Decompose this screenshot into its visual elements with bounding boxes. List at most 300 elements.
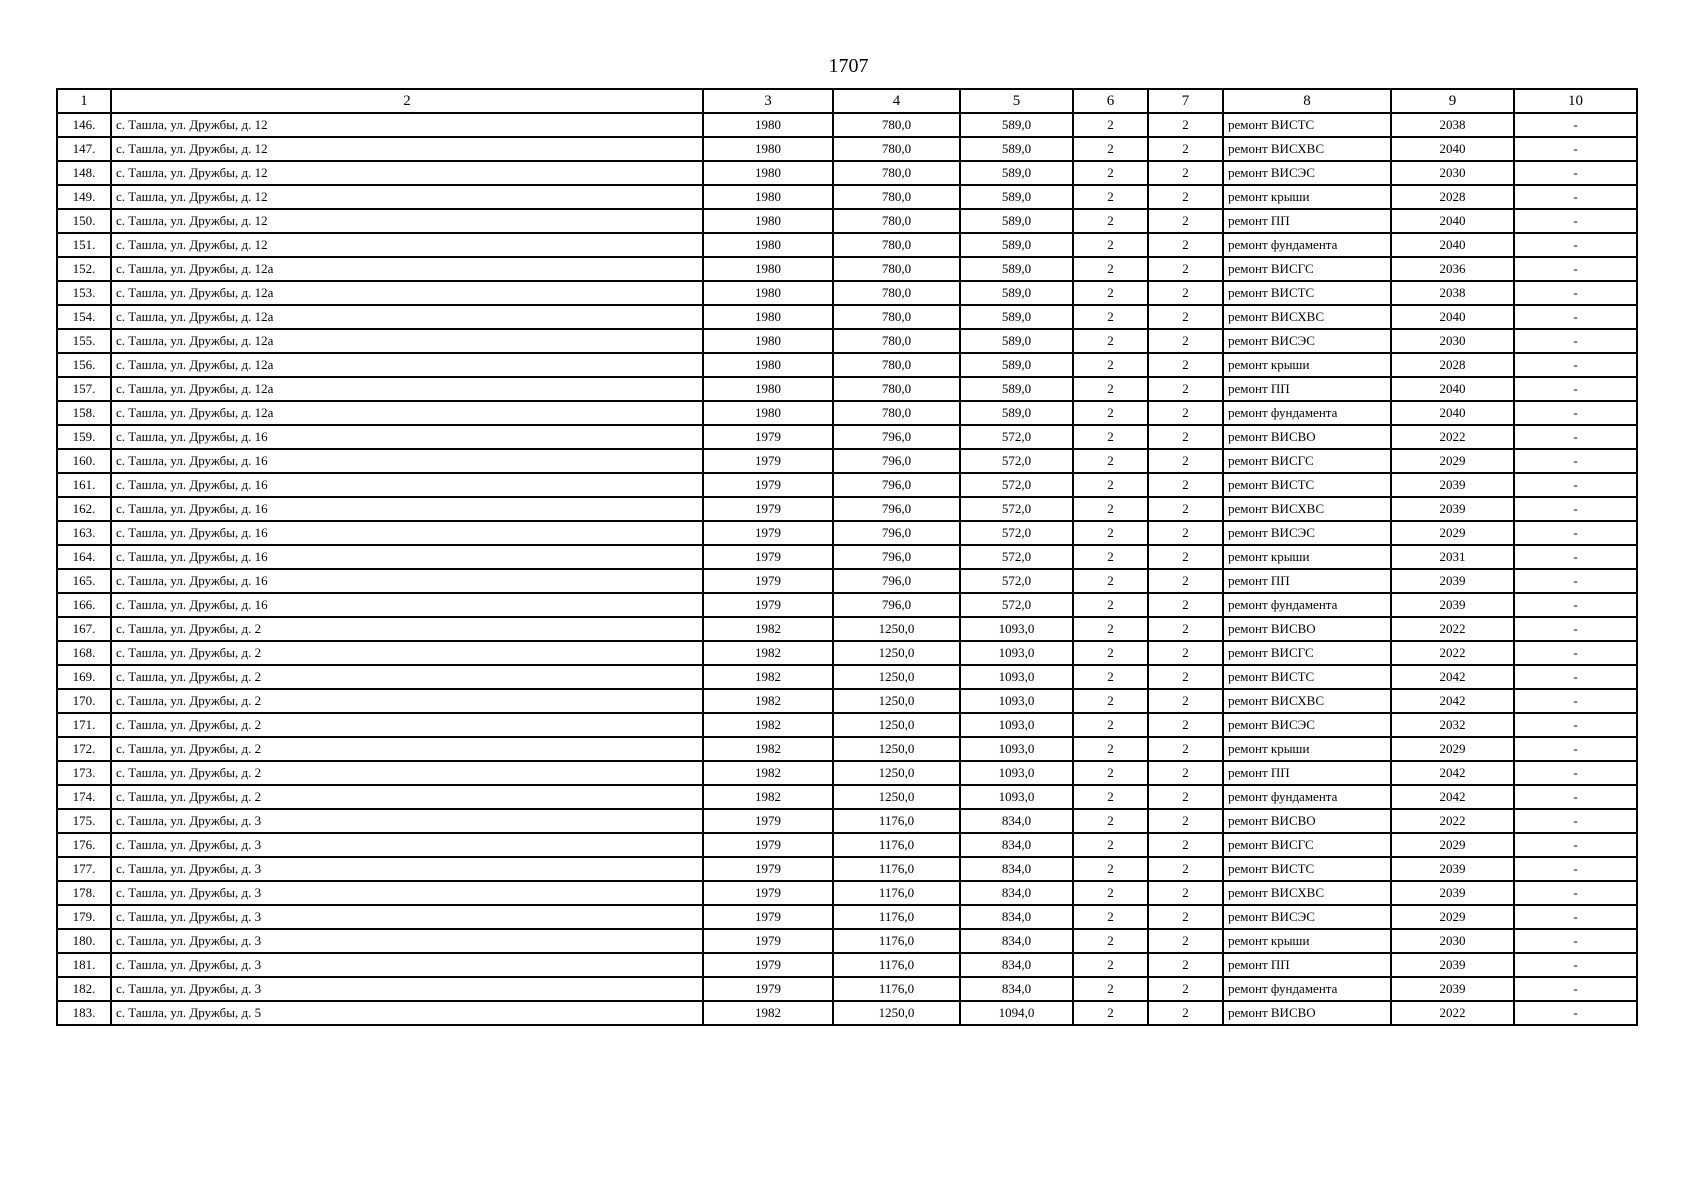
cell-address: с. Ташла, ул. Дружбы, д. 2 [111,689,703,713]
cell-col-10: - [1514,545,1637,569]
cell-col-6: 2 [1073,689,1148,713]
cell-total-area: 780,0 [833,329,960,353]
cell-living-area: 1093,0 [960,617,1073,641]
cell-planned-year: 2022 [1391,425,1514,449]
column-header-col-7: 7 [1148,89,1223,113]
cell-living-area: 572,0 [960,545,1073,569]
cell-col-7: 2 [1148,401,1223,425]
cell-living-area: 589,0 [960,233,1073,257]
cell-col-10: - [1514,593,1637,617]
cell-row-number: 157. [57,377,111,401]
cell-build-year: 1982 [703,617,833,641]
cell-col-10: - [1514,113,1637,137]
cell-build-year: 1979 [703,449,833,473]
cell-col-6: 2 [1073,545,1148,569]
cell-row-number: 155. [57,329,111,353]
cell-planned-year: 2028 [1391,353,1514,377]
cell-build-year: 1979 [703,977,833,1001]
cell-planned-year: 2040 [1391,401,1514,425]
cell-address: с. Ташла, ул. Дружбы, д. 3 [111,809,703,833]
cell-col-6: 2 [1073,929,1148,953]
cell-living-area: 1093,0 [960,761,1073,785]
cell-address: с. Ташла, ул. Дружбы, д. 16 [111,425,703,449]
cell-living-area: 834,0 [960,953,1073,977]
cell-planned-year: 2039 [1391,593,1514,617]
cell-col-7: 2 [1148,209,1223,233]
cell-address: с. Ташла, ул. Дружбы, д. 2 [111,713,703,737]
cell-row-number: 177. [57,857,111,881]
cell-row-number: 150. [57,209,111,233]
cell-col-7: 2 [1148,353,1223,377]
cell-col-7: 2 [1148,689,1223,713]
cell-living-area: 589,0 [960,377,1073,401]
cell-col-7: 2 [1148,449,1223,473]
cell-col-7: 2 [1148,473,1223,497]
cell-work-type: ремонт ВИСГС [1223,641,1391,665]
cell-build-year: 1980 [703,353,833,377]
cell-total-area: 780,0 [833,281,960,305]
cell-work-type: ремонт фундамента [1223,401,1391,425]
cell-col-6: 2 [1073,1001,1148,1025]
cell-living-area: 1094,0 [960,1001,1073,1025]
cell-work-type: ремонт ВИСВО [1223,1001,1391,1025]
cell-row-number: 148. [57,161,111,185]
cell-col-6: 2 [1073,185,1148,209]
table-header-row [57,89,1637,113]
cell-work-type: ремонт ВИСХВС [1223,689,1391,713]
cell-address: с. Ташла, ул. Дружбы, д. 12 [111,137,703,161]
cell-planned-year: 2029 [1391,905,1514,929]
cell-col-10: - [1514,233,1637,257]
cell-address: с. Ташла, ул. Дружбы, д. 2 [111,665,703,689]
cell-planned-year: 2029 [1391,521,1514,545]
cell-col-7: 2 [1148,785,1223,809]
cell-planned-year: 2031 [1391,545,1514,569]
cell-col-7: 2 [1148,809,1223,833]
cell-col-6: 2 [1073,353,1148,377]
cell-total-area: 1250,0 [833,785,960,809]
cell-total-area: 1250,0 [833,737,960,761]
cell-row-number: 151. [57,233,111,257]
cell-col-6: 2 [1073,137,1148,161]
cell-living-area: 1093,0 [960,737,1073,761]
cell-col-7: 2 [1148,713,1223,737]
column-header-col-6: 6 [1073,89,1148,113]
cell-col-6: 2 [1073,377,1148,401]
cell-total-area: 780,0 [833,209,960,233]
cell-col-10: - [1514,929,1637,953]
cell-planned-year: 2036 [1391,257,1514,281]
cell-living-area: 834,0 [960,881,1073,905]
cell-address: с. Ташла, ул. Дружбы, д. 12 [111,185,703,209]
cell-living-area: 834,0 [960,977,1073,1001]
column-header-total-area: 4 [833,89,960,113]
table-row [57,929,1637,953]
cell-col-7: 2 [1148,665,1223,689]
cell-col-10: - [1514,881,1637,905]
cell-total-area: 780,0 [833,401,960,425]
table-row [57,545,1637,569]
cell-col-6: 2 [1073,257,1148,281]
cell-work-type: ремонт ПП [1223,569,1391,593]
table-row [57,905,1637,929]
cell-address: с. Ташла, ул. Дружбы, д. 16 [111,569,703,593]
cell-row-number: 166. [57,593,111,617]
cell-build-year: 1980 [703,401,833,425]
cell-col-6: 2 [1073,713,1148,737]
cell-total-area: 780,0 [833,113,960,137]
cell-living-area: 589,0 [960,353,1073,377]
cell-work-type: ремонт ВИСВО [1223,425,1391,449]
cell-address: с. Ташла, ул. Дружбы, д. 12а [111,257,703,281]
cell-build-year: 1982 [703,737,833,761]
cell-col-10: - [1514,953,1637,977]
cell-build-year: 1979 [703,929,833,953]
cell-planned-year: 2022 [1391,641,1514,665]
cell-col-6: 2 [1073,809,1148,833]
cell-col-10: - [1514,785,1637,809]
cell-living-area: 1093,0 [960,713,1073,737]
cell-address: с. Ташла, ул. Дружбы, д. 16 [111,449,703,473]
cell-col-7: 2 [1148,641,1223,665]
cell-col-7: 2 [1148,545,1223,569]
cell-work-type: ремонт ПП [1223,761,1391,785]
cell-total-area: 1250,0 [833,1001,960,1025]
cell-work-type: ремонт ПП [1223,377,1391,401]
table-row [57,569,1637,593]
cell-living-area: 589,0 [960,281,1073,305]
cell-col-7: 2 [1148,281,1223,305]
table-row [57,401,1637,425]
cell-build-year: 1982 [703,1001,833,1025]
cell-col-7: 2 [1148,161,1223,185]
cell-address: с. Ташла, ул. Дружбы, д. 12 [111,209,703,233]
cell-col-7: 2 [1148,953,1223,977]
cell-total-area: 1176,0 [833,929,960,953]
cell-living-area: 1093,0 [960,785,1073,809]
table-row [57,209,1637,233]
cell-build-year: 1979 [703,881,833,905]
table-row [57,785,1637,809]
cell-living-area: 834,0 [960,857,1073,881]
cell-work-type: ремонт ВИСХВС [1223,305,1391,329]
table-row [57,257,1637,281]
table-row [57,593,1637,617]
cell-work-type: ремонт крыши [1223,929,1391,953]
cell-planned-year: 2038 [1391,281,1514,305]
cell-total-area: 796,0 [833,425,960,449]
cell-work-type: ремонт крыши [1223,185,1391,209]
cell-row-number: 175. [57,809,111,833]
cell-col-7: 2 [1148,425,1223,449]
cell-living-area: 589,0 [960,329,1073,353]
cell-col-7: 2 [1148,737,1223,761]
column-header-work-type: 8 [1223,89,1391,113]
cell-address: с. Ташла, ул. Дружбы, д. 12а [111,353,703,377]
cell-living-area: 589,0 [960,185,1073,209]
cell-total-area: 1176,0 [833,857,960,881]
cell-col-10: - [1514,161,1637,185]
cell-living-area: 572,0 [960,473,1073,497]
cell-row-number: 178. [57,881,111,905]
cell-row-number: 156. [57,353,111,377]
cell-living-area: 572,0 [960,497,1073,521]
cell-col-6: 2 [1073,401,1148,425]
cell-address: с. Ташла, ул. Дружбы, д. 12а [111,329,703,353]
cell-build-year: 1980 [703,377,833,401]
cell-address: с. Ташла, ул. Дружбы, д. 12 [111,113,703,137]
cell-planned-year: 2039 [1391,569,1514,593]
cell-work-type: ремонт фундамента [1223,593,1391,617]
cell-build-year: 1982 [703,761,833,785]
cell-row-number: 165. [57,569,111,593]
cell-address: с. Ташла, ул. Дружбы, д. 3 [111,833,703,857]
cell-work-type: ремонт ПП [1223,953,1391,977]
cell-total-area: 780,0 [833,161,960,185]
cell-build-year: 1979 [703,905,833,929]
cell-col-7: 2 [1148,521,1223,545]
cell-planned-year: 2042 [1391,785,1514,809]
cell-living-area: 589,0 [960,401,1073,425]
cell-col-6: 2 [1073,425,1148,449]
cell-planned-year: 2042 [1391,761,1514,785]
cell-work-type: ремонт ВИСТС [1223,281,1391,305]
cell-col-10: - [1514,137,1637,161]
cell-col-7: 2 [1148,905,1223,929]
cell-row-number: 147. [57,137,111,161]
cell-row-number: 173. [57,761,111,785]
cell-planned-year: 2039 [1391,497,1514,521]
cell-col-10: - [1514,617,1637,641]
cell-address: с. Ташла, ул. Дружбы, д. 12 [111,233,703,257]
cell-col-6: 2 [1073,785,1148,809]
cell-col-10: - [1514,1001,1637,1025]
cell-col-6: 2 [1073,593,1148,617]
cell-address: с. Ташла, ул. Дружбы, д. 16 [111,497,703,521]
table-row [57,857,1637,881]
table-row [57,665,1637,689]
cell-build-year: 1980 [703,185,833,209]
cell-work-type: ремонт ВИСГС [1223,833,1391,857]
cell-col-6: 2 [1073,305,1148,329]
cell-col-6: 2 [1073,473,1148,497]
cell-col-10: - [1514,377,1637,401]
cell-row-number: 164. [57,545,111,569]
cell-col-10: - [1514,737,1637,761]
cell-col-6: 2 [1073,881,1148,905]
cell-address: с. Ташла, ул. Дружбы, д. 2 [111,641,703,665]
cell-row-number: 170. [57,689,111,713]
table-row [57,689,1637,713]
cell-work-type: ремонт фундамента [1223,233,1391,257]
cell-col-6: 2 [1073,209,1148,233]
cell-col-10: - [1514,905,1637,929]
cell-col-7: 2 [1148,833,1223,857]
cell-living-area: 572,0 [960,569,1073,593]
cell-col-7: 2 [1148,185,1223,209]
cell-total-area: 1250,0 [833,761,960,785]
cell-row-number: 154. [57,305,111,329]
cell-address: с. Ташла, ул. Дружбы, д. 2 [111,737,703,761]
cell-build-year: 1982 [703,689,833,713]
cell-total-area: 796,0 [833,449,960,473]
cell-row-number: 153. [57,281,111,305]
cell-total-area: 780,0 [833,377,960,401]
cell-living-area: 589,0 [960,209,1073,233]
cell-col-10: - [1514,713,1637,737]
cell-planned-year: 2029 [1391,449,1514,473]
cell-build-year: 1980 [703,233,833,257]
cell-total-area: 796,0 [833,473,960,497]
cell-col-10: - [1514,665,1637,689]
cell-total-area: 780,0 [833,137,960,161]
cell-address: с. Ташла, ул. Дружбы, д. 16 [111,545,703,569]
table-row [57,281,1637,305]
cell-total-area: 796,0 [833,569,960,593]
cell-living-area: 572,0 [960,593,1073,617]
cell-total-area: 1250,0 [833,617,960,641]
cell-planned-year: 2038 [1391,113,1514,137]
table-row [57,497,1637,521]
cell-build-year: 1979 [703,593,833,617]
cell-build-year: 1980 [703,113,833,137]
cell-row-number: 159. [57,425,111,449]
cell-row-number: 180. [57,929,111,953]
cell-build-year: 1982 [703,713,833,737]
column-header-build-year: 3 [703,89,833,113]
cell-build-year: 1982 [703,641,833,665]
cell-total-area: 1176,0 [833,809,960,833]
cell-work-type: ремонт ВИСХВС [1223,881,1391,905]
cell-work-type: ремонт ВИСЭС [1223,713,1391,737]
cell-col-10: - [1514,761,1637,785]
table-row [57,137,1637,161]
cell-col-10: - [1514,305,1637,329]
cell-col-6: 2 [1073,521,1148,545]
cell-work-type: ремонт фундамента [1223,977,1391,1001]
cell-col-6: 2 [1073,737,1148,761]
cell-col-10: - [1514,569,1637,593]
cell-col-10: - [1514,209,1637,233]
cell-col-6: 2 [1073,761,1148,785]
cell-work-type: ремонт крыши [1223,737,1391,761]
cell-address: с. Ташла, ул. Дружбы, д. 12а [111,377,703,401]
cell-work-type: ремонт ВИСХВС [1223,497,1391,521]
cell-row-number: 176. [57,833,111,857]
cell-row-number: 172. [57,737,111,761]
cell-planned-year: 2040 [1391,137,1514,161]
cell-address: с. Ташла, ул. Дружбы, д. 12а [111,305,703,329]
cell-planned-year: 2022 [1391,809,1514,833]
table-row [57,329,1637,353]
cell-col-7: 2 [1148,113,1223,137]
cell-work-type: ремонт ВИСЭС [1223,161,1391,185]
cell-total-area: 1176,0 [833,833,960,857]
cell-planned-year: 2042 [1391,665,1514,689]
cell-total-area: 1176,0 [833,905,960,929]
cell-build-year: 1979 [703,473,833,497]
table-row [57,881,1637,905]
table-row [57,761,1637,785]
cell-total-area: 1250,0 [833,713,960,737]
cell-col-10: - [1514,521,1637,545]
table-body [57,113,1637,1025]
cell-planned-year: 2028 [1391,185,1514,209]
cell-row-number: 146. [57,113,111,137]
cell-col-10: - [1514,281,1637,305]
table-row [57,737,1637,761]
cell-col-7: 2 [1148,569,1223,593]
cell-build-year: 1980 [703,161,833,185]
cell-living-area: 572,0 [960,521,1073,545]
cell-work-type: ремонт ВИСТС [1223,665,1391,689]
column-header-planned-year: 9 [1391,89,1514,113]
cell-col-6: 2 [1073,497,1148,521]
cell-total-area: 780,0 [833,233,960,257]
cell-planned-year: 2032 [1391,713,1514,737]
cell-total-area: 780,0 [833,257,960,281]
cell-total-area: 796,0 [833,521,960,545]
cell-living-area: 834,0 [960,905,1073,929]
cell-build-year: 1979 [703,545,833,569]
cell-col-10: - [1514,449,1637,473]
cell-living-area: 1093,0 [960,689,1073,713]
cell-total-area: 796,0 [833,593,960,617]
cell-work-type: ремонт ВИСГС [1223,257,1391,281]
column-header-row-number: 1 [57,89,111,113]
cell-address: с. Ташла, ул. Дружбы, д. 3 [111,905,703,929]
column-header-living-area: 5 [960,89,1073,113]
cell-work-type: ремонт ВИСЭС [1223,905,1391,929]
cell-col-7: 2 [1148,617,1223,641]
cell-col-10: - [1514,185,1637,209]
cell-col-10: - [1514,977,1637,1001]
cell-build-year: 1979 [703,833,833,857]
cell-build-year: 1980 [703,305,833,329]
cell-row-number: 158. [57,401,111,425]
cell-col-10: - [1514,857,1637,881]
cell-total-area: 1176,0 [833,977,960,1001]
cell-address: с. Ташла, ул. Дружбы, д. 3 [111,929,703,953]
cell-build-year: 1979 [703,857,833,881]
cell-work-type: ремонт ВИСЭС [1223,329,1391,353]
cell-address: с. Ташла, ул. Дружбы, д. 2 [111,761,703,785]
cell-planned-year: 2040 [1391,305,1514,329]
table-row [57,833,1637,857]
cell-col-10: - [1514,353,1637,377]
cell-address: с. Ташла, ул. Дружбы, д. 2 [111,617,703,641]
cell-row-number: 182. [57,977,111,1001]
cell-living-area: 589,0 [960,305,1073,329]
cell-col-7: 2 [1148,593,1223,617]
cell-total-area: 780,0 [833,353,960,377]
cell-col-7: 2 [1148,305,1223,329]
cell-planned-year: 2029 [1391,737,1514,761]
column-header-col-10: 10 [1514,89,1637,113]
cell-row-number: 168. [57,641,111,665]
table-row [57,953,1637,977]
cell-col-6: 2 [1073,641,1148,665]
cell-work-type: ремонт ВИСТС [1223,857,1391,881]
cell-row-number: 149. [57,185,111,209]
cell-col-6: 2 [1073,281,1148,305]
cell-living-area: 834,0 [960,833,1073,857]
cell-address: с. Ташла, ул. Дружбы, д. 16 [111,593,703,617]
cell-address: с. Ташла, ул. Дружбы, д. 12а [111,281,703,305]
repair-schedule-table [56,88,1638,1026]
column-header-address: 2 [111,89,703,113]
cell-planned-year: 2030 [1391,929,1514,953]
